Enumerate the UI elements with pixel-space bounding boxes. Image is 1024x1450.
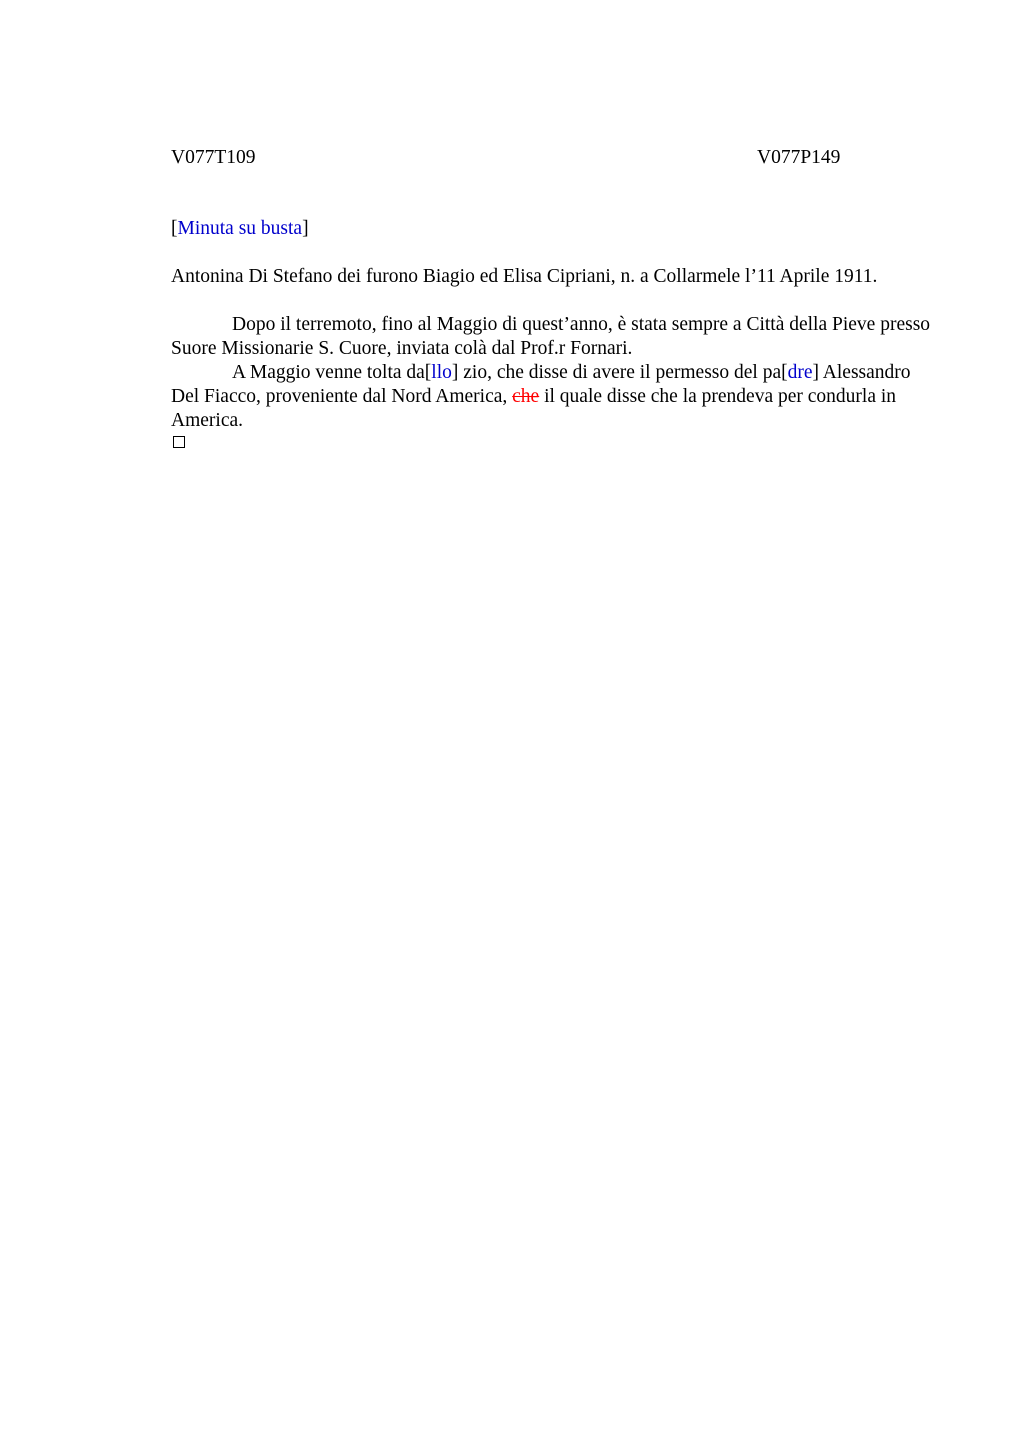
note-bracket-open: [ bbox=[171, 218, 178, 239]
deleted-word: che bbox=[512, 386, 540, 407]
editorial-insertion: dre bbox=[787, 362, 813, 383]
paragraph-2-part-2: ] zio, che disse di avere il permesso del pa[ bbox=[451, 362, 788, 383]
body-text bbox=[171, 313, 931, 433]
paragraph-2-part-3: ] Alessandro Del Fiacco, proveniente dal Nord America, bbox=[171, 362, 911, 407]
intro-line: Antonina Di Stefano dei furono Biagio ed Elisa Cipriani, n. a Collarmele l’11 Aprile 1911. bbox=[171, 266, 878, 287]
paragraph-1: Dopo il terremoto, fino al Maggio di quest’anno, è stata sempre a Città della Pieve presso Suore Missionarie S. Cuore, inviata colà dal Prof.r Fornari. bbox=[171, 314, 931, 359]
editorial-note bbox=[171, 218, 309, 240]
paragraph-2-part-4: il quale disse che la prendeva per condurla in America. bbox=[171, 386, 897, 431]
editorial-insertion: llo bbox=[431, 362, 452, 383]
note-text: Minuta su busta bbox=[177, 218, 303, 239]
paragraph-2 bbox=[171, 361, 931, 433]
document-code-right: V077P149 bbox=[757, 147, 841, 168]
note-bracket-close: ] bbox=[302, 218, 309, 239]
paragraph-2-part-1: A Maggio venne tolta da[ bbox=[232, 362, 432, 383]
document-code-left: V077T109 bbox=[171, 147, 256, 168]
empty-square-icon bbox=[173, 436, 185, 448]
